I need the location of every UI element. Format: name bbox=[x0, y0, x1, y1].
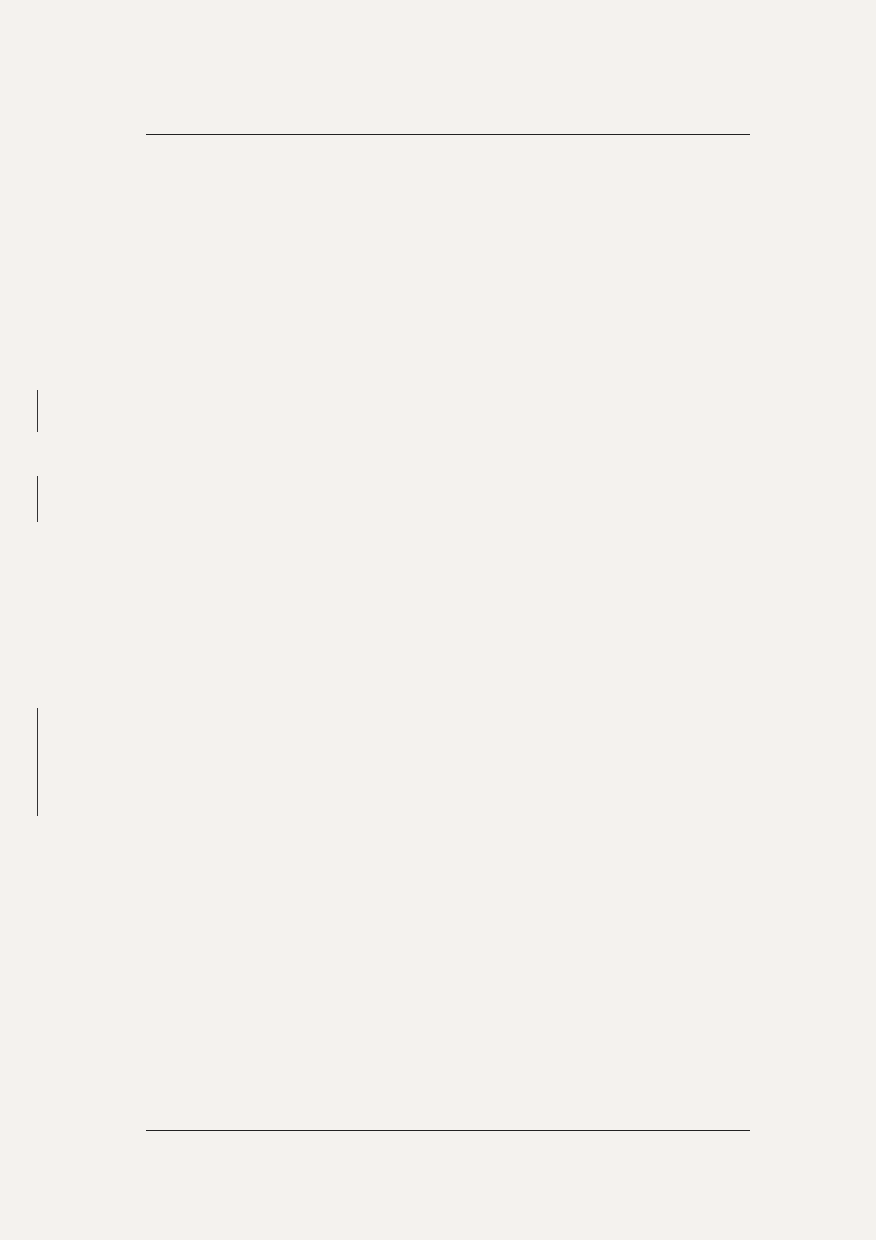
margin-mark bbox=[37, 390, 38, 432]
footer-rule bbox=[146, 1130, 750, 1131]
header-rule bbox=[146, 134, 750, 135]
margin-mark bbox=[37, 708, 38, 816]
margin-mark bbox=[37, 476, 38, 522]
